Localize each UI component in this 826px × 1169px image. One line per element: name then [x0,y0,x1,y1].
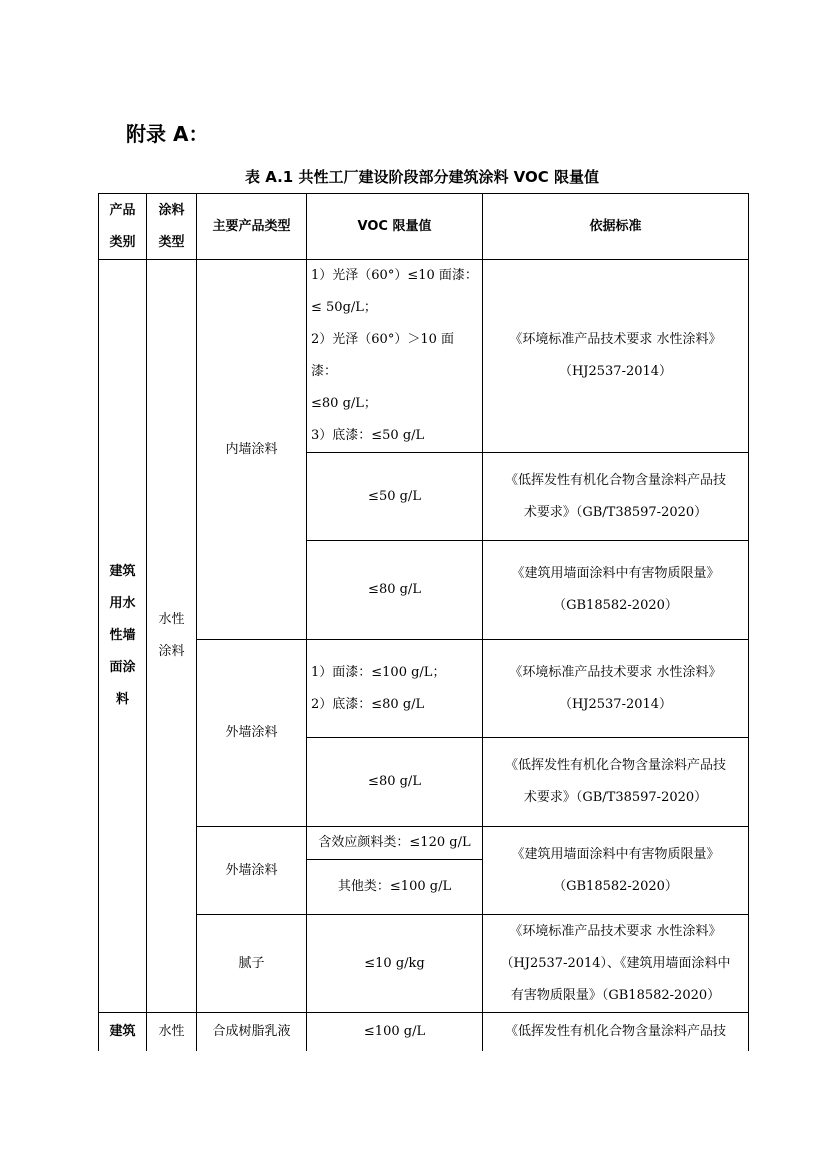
header-standard: 依据标准 [483,194,749,260]
standard-cell: 《低挥发性有机化合物含量涂料产品技 术要求》（GB/T38597-2020） [483,453,749,541]
voc-limit-cell: ≤80 g/L [307,738,483,827]
coating-type-cell: 水性 涂料 [147,260,197,1013]
voc-limit-cell: 其他类：≤100 g/L [307,860,483,915]
voc-limit-cell: ≤100 g/L [307,1013,483,1051]
header-coating-type: 涂料 类型 [147,194,197,260]
standard-cell: 《环境标准产品技术要求 水性涂料》 （HJ2537-2014） [483,640,749,738]
coating-type-cell: 水性 [147,1013,197,1051]
voc-limit-cell: ≤10 g/kg [307,915,483,1013]
standard-cell: 《建筑用墙面涂料中有害物质限量》 （GB18582-2020） [483,541,749,640]
header-product-category: 产品 类别 [99,194,147,260]
table-row [99,260,749,453]
product-category-cell: 建筑 用水 性墙 面涂 料 [99,260,147,1013]
appendix-title: 附录 A： [126,122,209,146]
product-category-cell: 建筑 [99,1013,147,1051]
table-row [99,827,749,860]
voc-limit-cell: ≤50 g/L [307,453,483,541]
table-header-row [99,194,749,260]
product-type-putty: 腻子 [197,915,307,1013]
table-row [99,1013,749,1051]
voc-limit-cell: ≤80 g/L [307,541,483,640]
voc-limit-table [98,193,749,1051]
voc-limit-cell: 1）光泽（60°）≤10 面漆： ≤ 50g/L； 2）光泽（60°）＞10 面漆： ≤80 g/L； 3）底漆：≤50 g/L [307,260,483,453]
header-main-product-type: 主要产品类型 [197,194,307,260]
standard-cell: 《环境标准产品技术要求 水性涂料》 （HJ2537-2014）、《建筑用墙面涂料中 有害物质限量》（GB18582-2020） [483,915,749,1013]
header-voc-limit: VOC 限量值 [307,194,483,260]
table-row [99,640,749,738]
product-type-exterior: 外墙涂料 [197,827,307,915]
table-caption: 表 A.1 共性工厂建设阶段部分建筑涂料 VOC 限量值 [244,168,600,186]
product-type-exterior: 外墙涂料 [197,640,307,827]
standard-cell: 《低挥发性有机化合物含量涂料产品技 术要求》（GB/T38597-2020） [483,738,749,827]
voc-limit-cell: 1）面漆：≤100 g/L； 2）底漆：≤80 g/L [307,640,483,738]
standard-cell: 《建筑用墙面涂料中有害物质限量》 （GB18582-2020） [483,827,749,915]
table-row [99,915,749,1013]
voc-limit-cell: 含效应颜料类：≤120 g/L [307,827,483,860]
standard-cell: 《低挥发性有机化合物含量涂料产品技 [483,1013,749,1051]
standard-cell: 《环境标准产品技术要求 水性涂料》 （HJ2537-2014） [483,260,749,453]
product-type-interior: 内墙涂料 [197,260,307,640]
product-type-resin-emulsion: 合成树脂乳液 [197,1013,307,1051]
